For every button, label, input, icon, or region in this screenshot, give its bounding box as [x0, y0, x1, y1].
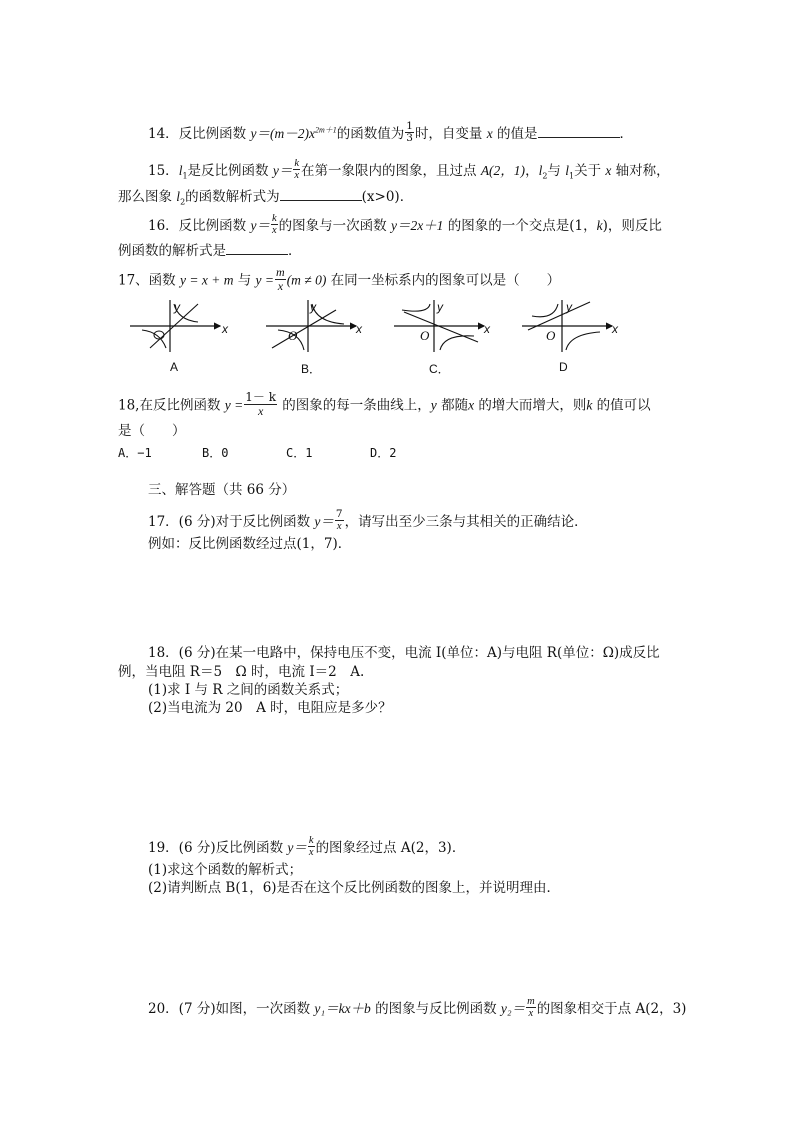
- q16-k: k: [596, 218, 603, 234]
- q14-end: ．: [619, 126, 634, 143]
- question-16-line1: [148, 215, 662, 238]
- q20-text-b: 的图象与反比例函数: [370, 1001, 501, 1018]
- q14-frac-num: 1: [406, 120, 413, 132]
- q14-text-c: 时，自变量: [414, 126, 487, 143]
- q17a-text-c: 在同一坐标系内的图象可以是（ ）: [326, 272, 561, 289]
- question-18-answer-line2: 例，当电阻 R＝5 Ω 时，电流 I＝2 A.: [118, 664, 365, 680]
- q15-text-g: 轴对称，: [611, 163, 670, 180]
- line-graph: [272, 310, 336, 348]
- hyperbola-branch: [142, 330, 166, 348]
- line-graph: [404, 312, 478, 342]
- q16-text: 16．反比例函数: [148, 218, 251, 235]
- q17b-y: y＝: [314, 514, 334, 530]
- q15-text-c: 在第一象限内的图象，且过点: [301, 163, 481, 180]
- q14-exponent: 2m＋1: [314, 125, 337, 135]
- q19-text-b: 的图象经过点 A(2，3)．: [315, 840, 466, 857]
- option-graphs: [128, 296, 628, 356]
- q17b-fraction: [335, 509, 344, 532]
- q15-x: x: [605, 163, 612, 179]
- question-19: [148, 837, 465, 860]
- q14-number: 14．: [148, 126, 179, 143]
- q15-line2-text-c: (x>0)．: [361, 189, 414, 205]
- question-16-line2: [118, 242, 302, 259]
- q18a-xv: x: [468, 397, 475, 413]
- q15-text-e: 与: [547, 163, 566, 180]
- q15-text-d: ，: [525, 163, 539, 180]
- answer-blank[interactable]: [280, 188, 362, 201]
- q16-line2-end: ．: [288, 243, 302, 259]
- q15-text-f: 关于: [574, 163, 606, 180]
- q19-text: 19．(6 分)反比例函数: [148, 840, 288, 857]
- q14-text: 反比例函数: [178, 126, 251, 143]
- q17b-frac-den: x: [336, 521, 342, 533]
- answer-blank[interactable]: [538, 125, 620, 138]
- q16-frac-den: x: [271, 225, 277, 237]
- q20-frac-num: m: [527, 996, 535, 1007]
- q16-text-c: 的图象的一个交点是(1，: [443, 218, 597, 235]
- q17a-fraction: [275, 266, 286, 292]
- q16-fraction: [271, 213, 278, 236]
- q14-text-d: 的值是: [492, 126, 538, 143]
- q17b-text-b: ，请写出至少三条与其相关的正确结论．: [344, 514, 588, 531]
- q16-line2-text: 例函数的解析式是: [118, 243, 226, 259]
- origin-label: O: [546, 328, 556, 343]
- section-heading: 三、解答题（共 66 分）: [148, 482, 296, 498]
- q15-point: A(2，1): [480, 163, 526, 179]
- q15-frac-num: k: [294, 158, 300, 169]
- q19-frac-num: k: [308, 835, 314, 846]
- q17a-y: y =: [255, 272, 275, 288]
- question-17-choice: [118, 265, 561, 294]
- q16-y: y＝: [250, 218, 270, 234]
- q15-line2-text-b: 的函数解析式为: [185, 189, 280, 205]
- option-b[interactable]: B．0: [202, 446, 229, 460]
- axis-y-label: y: [437, 300, 443, 314]
- q18a-frac-num: 1－ k: [245, 390, 276, 404]
- q18a-yv: y: [430, 397, 437, 413]
- q15-line2-text: 那么图象: [118, 189, 177, 205]
- q17a-text: 17、函数: [118, 272, 180, 289]
- q18a-text-b: 的图象的每一条曲线上，: [277, 397, 431, 414]
- q14-var: x: [486, 126, 493, 142]
- q17a-frac-num: m: [276, 265, 285, 279]
- origin-label: O: [288, 328, 298, 343]
- q14-frac-den: 3: [406, 132, 413, 145]
- q15-sub2: 2: [542, 171, 548, 181]
- q20-frac-den: x: [528, 1008, 534, 1020]
- question-14: [148, 120, 634, 146]
- question-17-answer: [148, 508, 588, 534]
- q15-l1: l: [178, 163, 183, 179]
- q17b-text: 17．(6 分)对于反比例函数: [148, 514, 315, 531]
- graph-label-c: C．: [429, 362, 450, 376]
- question-15-line2: [118, 188, 413, 207]
- q20-text: 20．(7 分)如图，一次函数: [148, 1001, 315, 1018]
- q15-number: 15．: [148, 163, 179, 180]
- q15-sub1: 1: [182, 171, 188, 181]
- question-18-answer-line1: 18．(6 分)在某一电路中，保持电压不变，电流 I(单位：A)与电阻 R(单位：Ω)成反比: [148, 645, 660, 661]
- q17a-condition: (m ≠ 0): [286, 272, 327, 288]
- q19-sub1: (1)求这个函数的解析式；: [148, 862, 303, 878]
- q18a-kv: k: [586, 397, 593, 413]
- graph-label-b: B．: [301, 362, 322, 376]
- q14-text-b: 的函数值为: [336, 126, 405, 143]
- q14-function: y＝(m－2)x: [250, 126, 315, 142]
- q19-sub2: (2)请判断点 B(1，6)是否在这个反比例函数的图象上，并说明理由．: [148, 880, 561, 896]
- q19-y: y＝: [287, 840, 307, 856]
- option-d[interactable]: D．2: [370, 446, 397, 460]
- q15-fraction: [293, 158, 300, 181]
- q18a-line2: 是（ ）: [118, 423, 186, 439]
- option-c[interactable]: C．1: [286, 446, 313, 460]
- q18a-text-e: 的值可以: [592, 397, 651, 414]
- axis-y-label: y: [310, 300, 316, 314]
- axis-x-label: x: [222, 322, 228, 336]
- origin-label: O: [420, 328, 430, 343]
- q17b-example: 例如：反比例函数经过点(1，7)．: [148, 536, 352, 552]
- q18a-text-d: 的增大而增大，则: [474, 397, 587, 414]
- q15-text: 是反比例函数: [187, 163, 273, 180]
- q15-y: y＝: [272, 163, 293, 179]
- q18-options: [118, 447, 454, 459]
- q18b-sub2: (2)当电流为 20 A 时，电阻应是多少？: [148, 700, 392, 716]
- q17a-text-b: 与: [233, 272, 256, 289]
- q19-fraction: [308, 835, 315, 858]
- hyperbola-branch: [532, 304, 558, 317]
- q17a-func1: y = x + m: [179, 272, 234, 288]
- axis-y-label: y: [174, 300, 180, 314]
- q15-l2b: l: [176, 189, 181, 204]
- q18a-frac-den: x: [257, 403, 264, 418]
- q20-y1: y₁＝kx＋b: [314, 1001, 371, 1017]
- question-20: [148, 998, 686, 1021]
- q16-text-b: 的图象与一次函数: [278, 218, 391, 235]
- answer-blank[interactable]: [226, 242, 288, 255]
- q16-frac-num: k: [271, 213, 277, 224]
- q15-sub1b: 1: [568, 171, 575, 181]
- q15-l2: l: [538, 163, 543, 179]
- question-15-line1: [148, 160, 670, 183]
- q15-sub2b: 2: [180, 197, 186, 207]
- q20-y2: y₂＝: [500, 1001, 526, 1017]
- option-a[interactable]: A．−1: [118, 446, 152, 460]
- q19-frac-den: x: [308, 847, 314, 859]
- q18b-sub1: (1)求 I 与 R 之间的函数关系式；: [148, 682, 349, 698]
- q20-fraction: [526, 996, 536, 1019]
- q17b-frac-num: 7: [335, 508, 343, 520]
- q18a-y: y =: [224, 397, 244, 413]
- graph-label-d: D: [559, 360, 568, 374]
- q15-l1b: l: [565, 163, 569, 179]
- question-18-line2: [118, 425, 186, 439]
- graph-label-a: A: [170, 360, 179, 374]
- axis-x-label: x: [484, 322, 490, 336]
- hyperbola-branch: [402, 304, 430, 311]
- q16-linear: y＝2x＋1: [390, 218, 444, 234]
- q15-frac-den: x: [294, 170, 300, 182]
- axis-x-label: x: [356, 322, 362, 336]
- q18a-text: 18,在反比例函数: [118, 397, 225, 414]
- q18a-fraction: [244, 391, 277, 417]
- axis-x-label: x: [612, 322, 618, 336]
- q14-fraction: [405, 121, 414, 144]
- q18a-text-c: 都随: [436, 397, 469, 414]
- q20-text-c: 的图象相交于点 A(2，3): [536, 1001, 687, 1018]
- axis-y-label: y: [566, 300, 572, 314]
- question-18-choice: [118, 390, 651, 419]
- hyperbola-branch: [566, 332, 600, 350]
- q16-text-d: )，则反比: [602, 218, 662, 235]
- q17a-frac-den: x: [277, 278, 284, 293]
